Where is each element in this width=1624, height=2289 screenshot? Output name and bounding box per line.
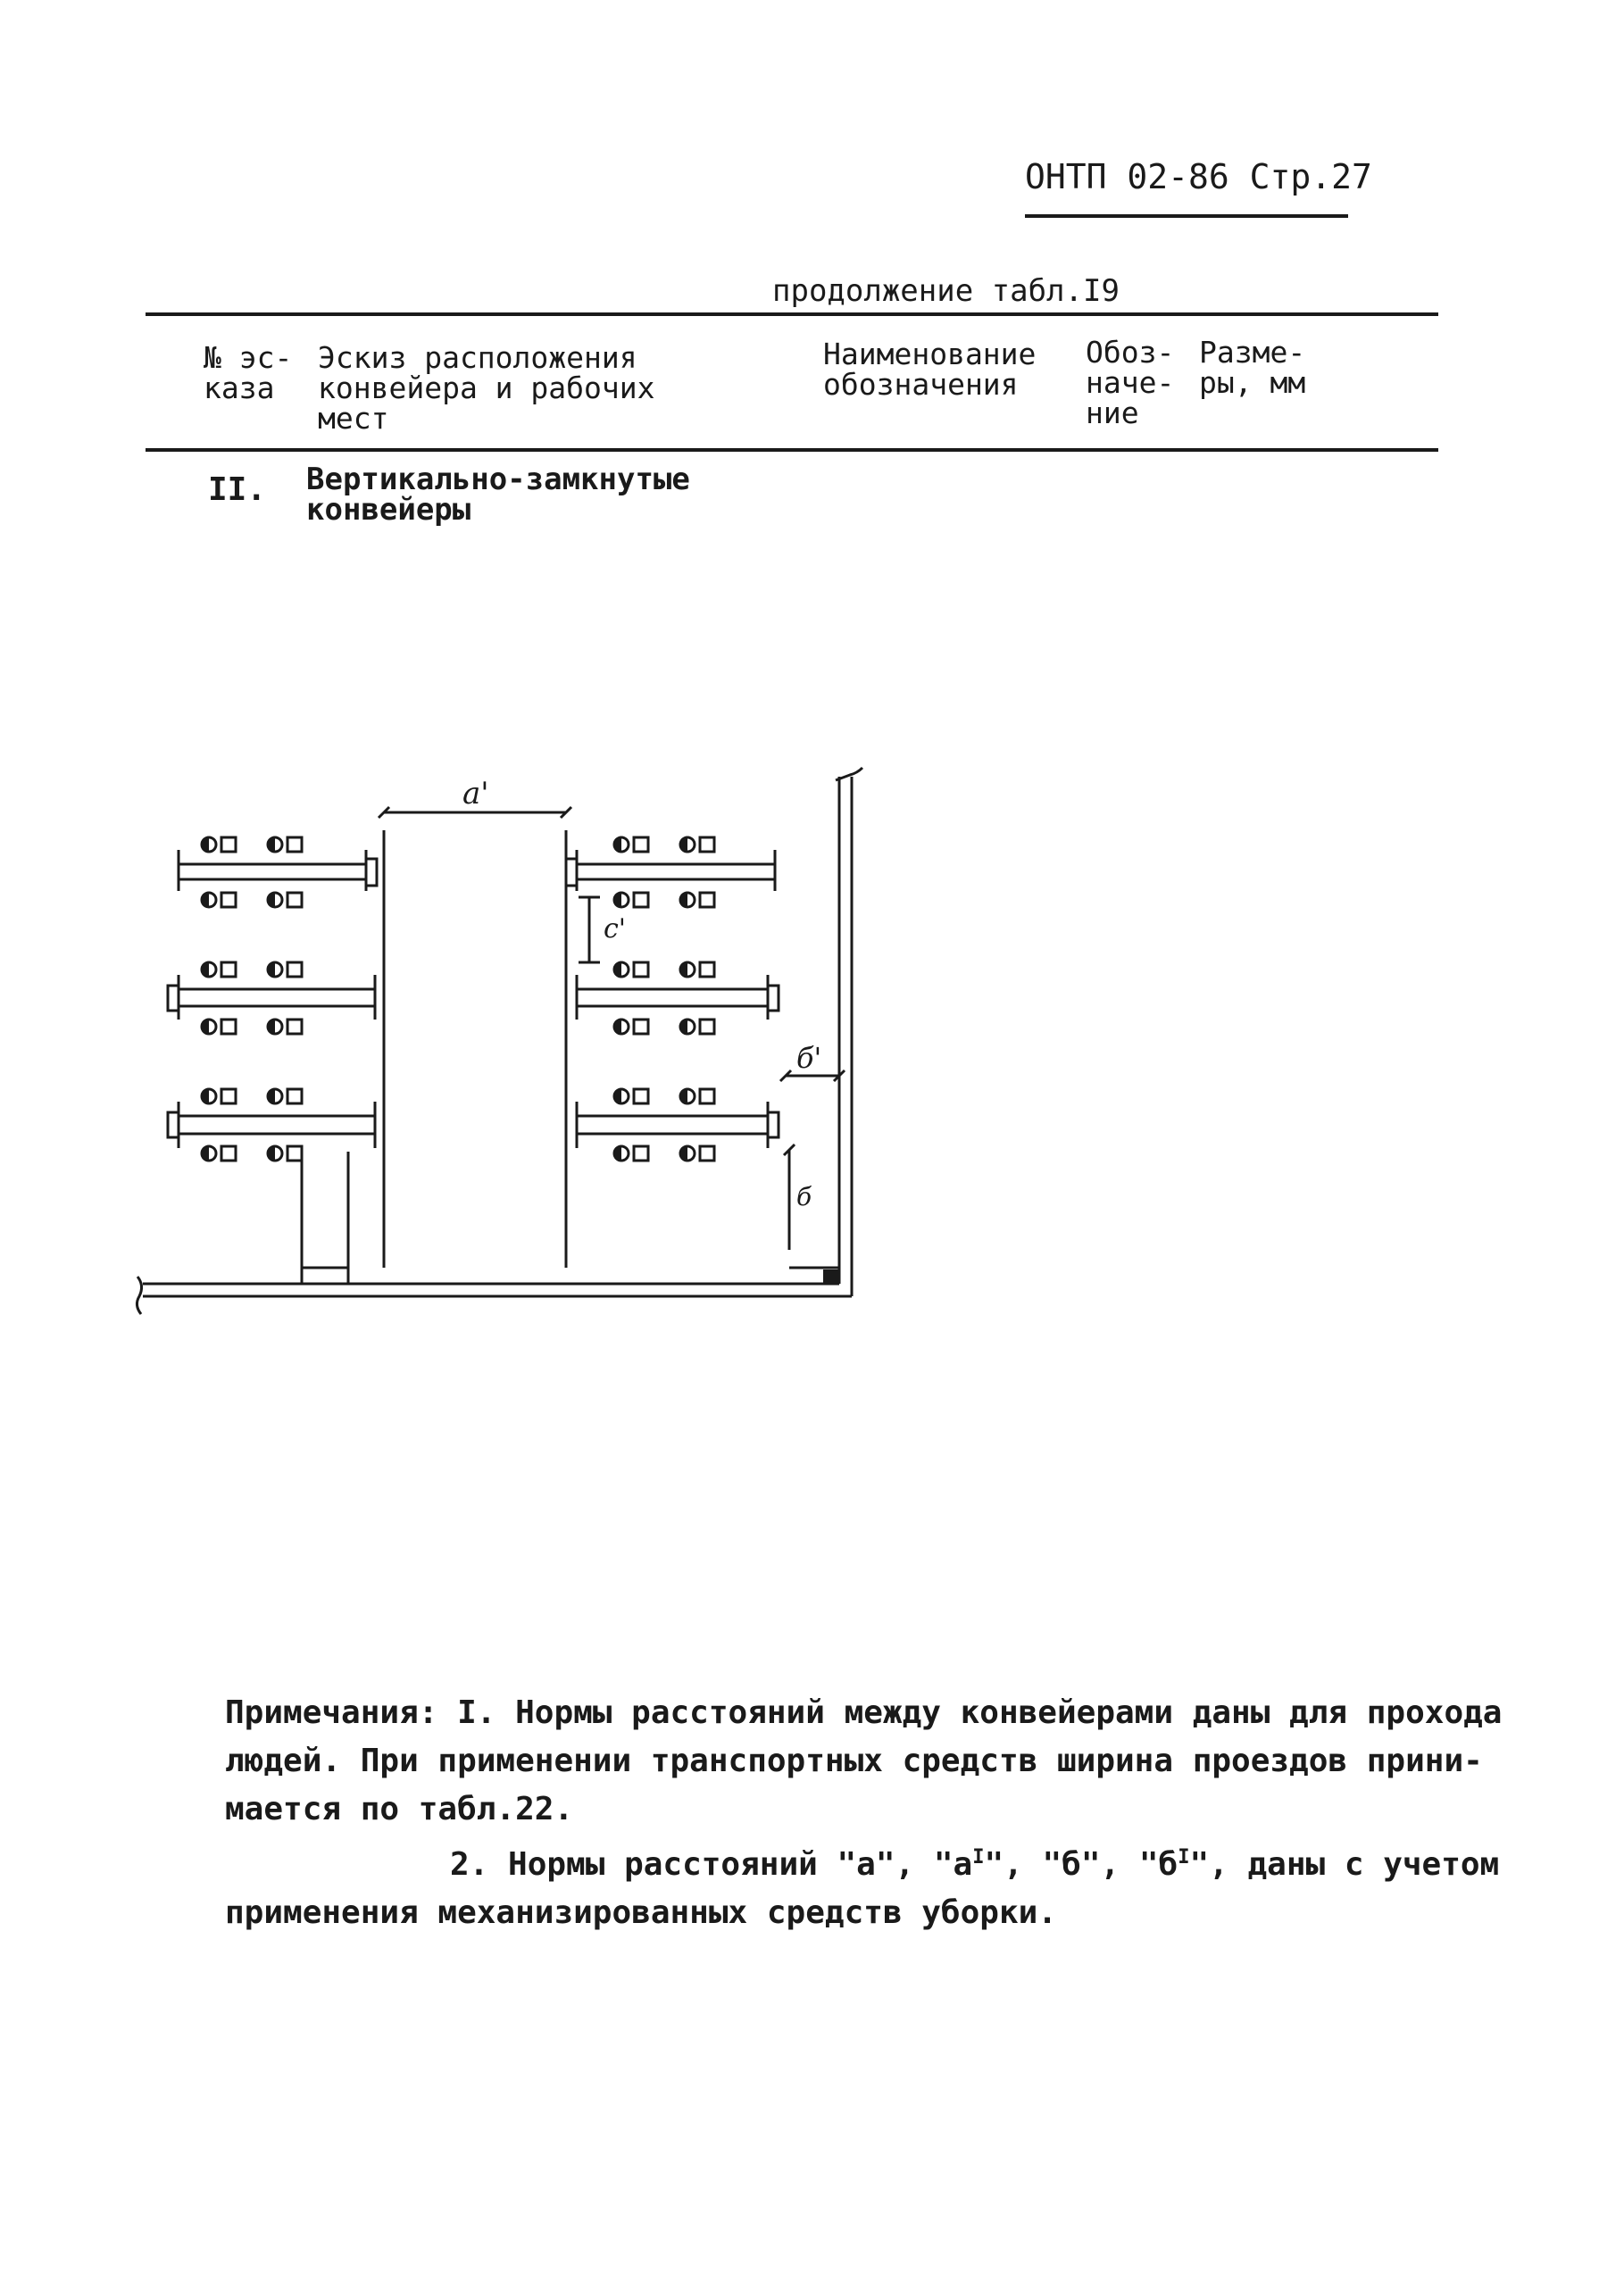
label-b: б	[796, 1182, 812, 1211]
bottom-gap-lines	[302, 1152, 348, 1284]
section-title-line: Вертикально-замкнутые	[306, 462, 690, 497]
notes-text: 2. Нормы расстояний "а", "а	[450, 1846, 973, 1883]
notes-superscript: I	[1178, 1846, 1190, 1869]
conveyor-belt	[179, 1116, 375, 1134]
column-header-name-line: Наименование	[823, 337, 1037, 371]
column-header-sketch-line: мест	[318, 401, 389, 436]
notes-superscript: I	[972, 1846, 985, 1869]
column-header-sketch	[318, 340, 655, 436]
conveyor-belt	[577, 989, 768, 1006]
conveyor-end	[179, 1102, 375, 1148]
conveyor-layout-sketch	[125, 750, 893, 1357]
table-continuation-label: продолжение табл.I9	[772, 273, 1120, 309]
conveyor-drive	[168, 1112, 179, 1137]
wall-break-top	[836, 768, 862, 780]
notes-text: ", даны с учетом	[1189, 1846, 1500, 1883]
conveyor-drive	[366, 859, 377, 886]
notes-line: мается по табл.22.	[225, 1791, 574, 1827]
column-header-number-line: каза	[204, 370, 275, 405]
conveyor-end	[577, 1102, 768, 1148]
conveyor-belt	[577, 1116, 768, 1134]
label-a1: a'	[462, 776, 489, 812]
column-header-designation-line: Обоз-	[1086, 335, 1175, 370]
notes-block	[225, 1689, 1502, 1937]
column-header-dimensions-line: Разме-	[1199, 335, 1306, 370]
section-number: II.	[208, 471, 267, 508]
conveyor-drive	[566, 859, 577, 886]
column-header-designation	[1086, 337, 1174, 429]
document-code: ОНТП 02-86 Стр.27	[1025, 157, 1372, 196]
conveyor-belt	[577, 864, 775, 879]
section-title	[306, 462, 690, 528]
column-header-sketch-line: Эскиз расположения	[318, 340, 637, 375]
notes-text: ", "б", "б	[984, 1846, 1178, 1883]
table-header-bottom-rule	[146, 448, 1438, 452]
conveyor-end	[179, 850, 366, 891]
conveyor-end	[577, 850, 775, 891]
conveyor-end	[179, 975, 375, 1020]
wall-break-left	[137, 1277, 141, 1314]
column-header-designation-line: ние	[1086, 395, 1139, 430]
conveyor-drive	[168, 986, 179, 1011]
column-header-number	[204, 340, 293, 405]
conveyor-drive	[768, 986, 779, 1011]
workplaces-left	[202, 837, 302, 1161]
conveyor-belt	[179, 864, 366, 879]
column-header-name-line: обозначения	[823, 367, 1019, 402]
conveyor-drive	[768, 1112, 779, 1137]
label-c1: с'	[604, 913, 627, 945]
column-hatch	[823, 1269, 839, 1284]
column-header-name	[823, 339, 1036, 400]
notes-line: применения механизированных средств уборки.	[225, 1894, 1057, 1931]
column-header-number-line: № эс-	[204, 340, 293, 375]
conveyor-end	[577, 975, 768, 1020]
column-header-dimensions-line: ры, мм	[1199, 365, 1306, 400]
table-top-rule	[146, 312, 1438, 316]
label-b1: б'	[796, 1041, 822, 1075]
conveyor-belt	[179, 989, 375, 1006]
column-header-designation-line: наче-	[1086, 365, 1175, 400]
column-header-sketch-line: конвейера и рабочих	[318, 370, 655, 405]
notes-line	[225, 1834, 1502, 1889]
notes-line: людей. При применении транспортных средств ширина проездов прини-	[225, 1743, 1483, 1779]
column-header-dimensions	[1199, 337, 1305, 398]
section-title-line: конвейеры	[306, 492, 471, 528]
notes-line: Примечания: I. Нормы расстояний между конвейерами даны для прохода	[225, 1694, 1503, 1731]
workplaces-right	[614, 837, 714, 1161]
document-code-underline	[1025, 214, 1348, 218]
